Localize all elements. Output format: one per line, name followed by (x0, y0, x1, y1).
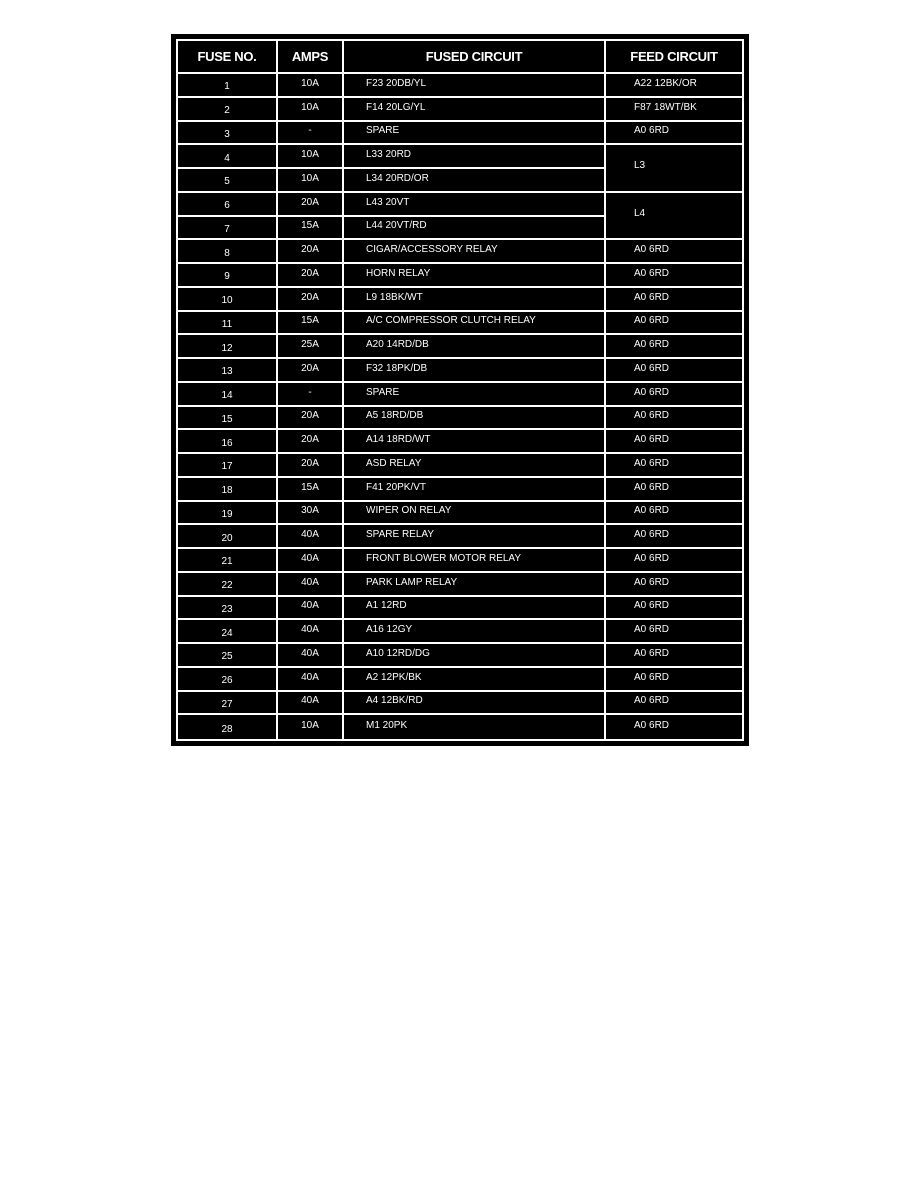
amps-cell: 15A (278, 312, 344, 336)
feed-circuit-cell: A0 6RD (606, 454, 742, 478)
fuse-number-cell: 16 (178, 430, 278, 454)
fuse-number-cell: 7 (178, 217, 278, 241)
header-amps: AMPS (278, 41, 344, 74)
feed-circuit-cell: A0 6RD (606, 335, 742, 359)
feed-circuit-cell: A0 6RD (606, 264, 742, 288)
feed-circuit-cell: L4 (606, 193, 742, 241)
fused-circuit-cell: PARK LAMP RELAY (344, 573, 606, 597)
amps-cell: 10A (278, 98, 344, 122)
fused-circuit-cell: SPARE RELAY (344, 525, 606, 549)
feed-circuit-cell: A0 6RD (606, 122, 742, 146)
amps-cell: 40A (278, 620, 344, 644)
feed-circuit-cell: A0 6RD (606, 620, 742, 644)
fused-circuit-cell: WIPER ON RELAY (344, 502, 606, 526)
amps-cell: 40A (278, 692, 344, 716)
fused-circuit-cell: A/C COMPRESSOR CLUTCH RELAY (344, 312, 606, 336)
fuse-number-cell: 11 (178, 312, 278, 336)
amps-cell: 20A (278, 240, 344, 264)
fused-circuit-cell: L9 18BK/WT (344, 288, 606, 312)
feed-circuit-cell: A0 6RD (606, 502, 742, 526)
fuse-number-cell: 19 (178, 502, 278, 526)
fuse-table (171, 34, 749, 746)
fuse-number-cell: 9 (178, 264, 278, 288)
fuse-number-cell: 27 (178, 692, 278, 716)
fuse-number-cell: 10 (178, 288, 278, 312)
fused-circuit-cell: A4 12BK/RD (344, 692, 606, 716)
fused-circuit-cell: A16 12GY (344, 620, 606, 644)
fuse-number-cell: 28 (178, 715, 278, 739)
fuse-number-cell: 6 (178, 193, 278, 217)
amps-cell: - (278, 383, 344, 407)
amps-cell: 40A (278, 597, 344, 621)
fused-circuit-cell: F14 20LG/YL (344, 98, 606, 122)
amps-cell: 10A (278, 715, 344, 739)
header-fused-circuit: FUSED CIRCUIT (344, 41, 606, 74)
feed-circuit-cell: A0 6RD (606, 359, 742, 383)
fuse-number-cell: 22 (178, 573, 278, 597)
fuse-number-cell: 1 (178, 74, 278, 98)
amps-cell: 20A (278, 430, 344, 454)
fuse-number-cell: 5 (178, 169, 278, 193)
fuse-number-cell: 20 (178, 525, 278, 549)
amps-cell: 40A (278, 525, 344, 549)
fuse-table-grid (176, 39, 744, 741)
feed-circuit-cell: A0 6RD (606, 288, 742, 312)
feed-circuit-cell: A0 6RD (606, 430, 742, 454)
fuse-number-cell: 26 (178, 668, 278, 692)
amps-cell: 40A (278, 644, 344, 668)
fused-circuit-cell: FRONT BLOWER MOTOR RELAY (344, 549, 606, 573)
fused-circuit-cell: A5 18RD/DB (344, 407, 606, 431)
amps-cell: 20A (278, 264, 344, 288)
amps-cell: 20A (278, 288, 344, 312)
feed-circuit-cell: A0 6RD (606, 692, 742, 716)
fuse-number-cell: 13 (178, 359, 278, 383)
fused-circuit-cell: M1 20PK (344, 715, 606, 739)
fuse-number-cell: 18 (178, 478, 278, 502)
fuse-number-cell: 25 (178, 644, 278, 668)
fused-circuit-cell: L43 20VT (344, 193, 606, 217)
fused-circuit-cell: L33 20RD (344, 145, 606, 169)
feed-circuit-cell: A22 12BK/OR (606, 74, 742, 98)
fuse-number-cell: 3 (178, 122, 278, 146)
feed-circuit-cell: L3 (606, 145, 742, 193)
amps-cell: 15A (278, 217, 344, 241)
feed-circuit-cell: A0 6RD (606, 573, 742, 597)
amps-cell: 30A (278, 502, 344, 526)
fused-circuit-cell: A2 12PK/BK (344, 668, 606, 692)
feed-circuit-cell: F87 18WT/BK (606, 98, 742, 122)
fused-circuit-cell: A20 14RD/DB (344, 335, 606, 359)
feed-circuit-cell: A0 6RD (606, 478, 742, 502)
fused-circuit-cell: F32 18PK/DB (344, 359, 606, 383)
fuse-number-cell: 14 (178, 383, 278, 407)
fuse-number-cell: 15 (178, 407, 278, 431)
feed-circuit-cell: A0 6RD (606, 668, 742, 692)
amps-cell: 20A (278, 359, 344, 383)
amps-cell: 40A (278, 668, 344, 692)
fused-circuit-cell: A10 12RD/DG (344, 644, 606, 668)
amps-cell: 10A (278, 145, 344, 169)
amps-cell: 10A (278, 74, 344, 98)
feed-circuit-cell: A0 6RD (606, 312, 742, 336)
header-feed-circuit: FEED CIRCUIT (606, 41, 742, 74)
fused-circuit-cell: HORN RELAY (344, 264, 606, 288)
feed-circuit-cell: A0 6RD (606, 549, 742, 573)
amps-cell: 15A (278, 478, 344, 502)
amps-cell: 25A (278, 335, 344, 359)
fuse-number-cell: 17 (178, 454, 278, 478)
amps-cell: - (278, 122, 344, 146)
header-fuse-no: FUSE NO. (178, 41, 278, 74)
fuse-number-cell: 23 (178, 597, 278, 621)
feed-circuit-cell: A0 6RD (606, 597, 742, 621)
fused-circuit-cell: SPARE (344, 122, 606, 146)
fused-circuit-cell: F41 20PK/VT (344, 478, 606, 502)
feed-circuit-cell: A0 6RD (606, 644, 742, 668)
fuse-number-cell: 12 (178, 335, 278, 359)
fused-circuit-cell: L34 20RD/OR (344, 169, 606, 193)
fuse-number-cell: 24 (178, 620, 278, 644)
fuse-number-cell: 8 (178, 240, 278, 264)
feed-circuit-cell: A0 6RD (606, 240, 742, 264)
amps-cell: 10A (278, 169, 344, 193)
fused-circuit-cell: CIGAR/ACCESSORY RELAY (344, 240, 606, 264)
fuse-number-cell: 21 (178, 549, 278, 573)
feed-circuit-cell: A0 6RD (606, 407, 742, 431)
feed-circuit-cell: A0 6RD (606, 383, 742, 407)
amps-cell: 40A (278, 573, 344, 597)
fused-circuit-cell: A14 18RD/WT (344, 430, 606, 454)
fused-circuit-cell: F23 20DB/YL (344, 74, 606, 98)
fuse-number-cell: 4 (178, 145, 278, 169)
amps-cell: 20A (278, 407, 344, 431)
amps-cell: 40A (278, 549, 344, 573)
fused-circuit-cell: SPARE (344, 383, 606, 407)
feed-circuit-cell: A0 6RD (606, 525, 742, 549)
fused-circuit-cell: L44 20VT/RD (344, 217, 606, 241)
fused-circuit-cell: A1 12RD (344, 597, 606, 621)
feed-circuit-cell: A0 6RD (634, 720, 670, 732)
amps-cell: 20A (278, 454, 344, 478)
amps-cell: 20A (278, 193, 344, 217)
fused-circuit-cell: ASD RELAY (344, 454, 606, 478)
fuse-number-cell: 2 (178, 98, 278, 122)
